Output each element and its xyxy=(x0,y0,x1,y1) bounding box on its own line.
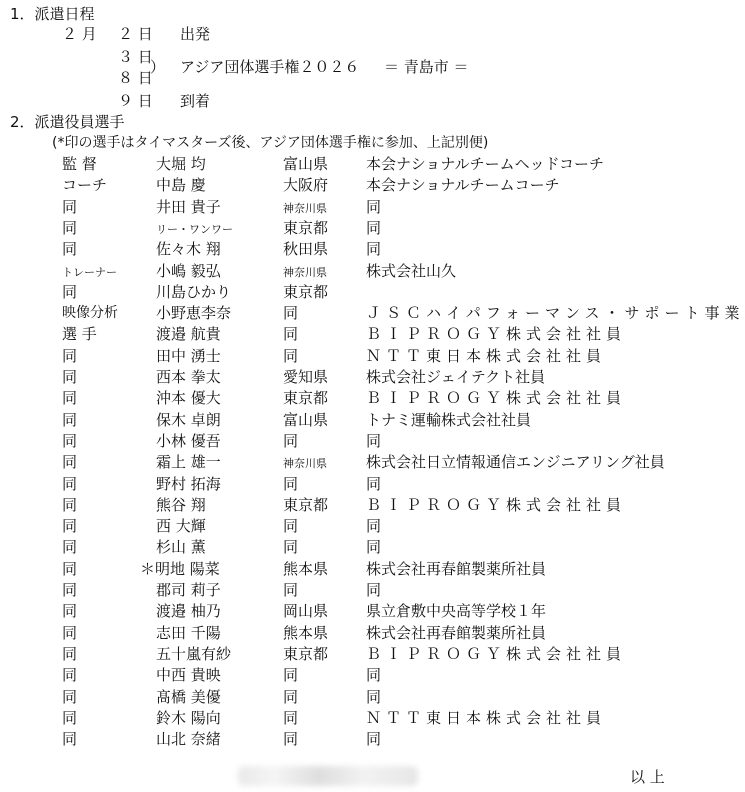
row-name: 小嶋 毅弘 xyxy=(156,262,221,280)
row-role: 同 xyxy=(62,453,78,471)
row-role: 同 xyxy=(62,666,78,684)
blurred-region xyxy=(238,766,418,786)
row-name: 井田 貴子 xyxy=(156,198,221,216)
row-role: 同 xyxy=(62,709,78,727)
row-name: 髙橋 美優 xyxy=(156,688,221,706)
row-name: 川島ひかり xyxy=(156,283,232,301)
row-role: 同 xyxy=(62,283,78,301)
row-prefecture: 東京都 xyxy=(283,389,329,407)
row-role: 同 xyxy=(62,496,78,514)
row-prefecture: 東京都 xyxy=(283,645,329,663)
row-role: 同 xyxy=(62,198,78,216)
row-name: 沖本 優大 xyxy=(156,389,221,407)
row-affiliation: トナミ運輸株式会社社員 xyxy=(366,411,532,429)
row-prefecture: 富山県 xyxy=(283,411,329,429)
row-role: トレーナー xyxy=(62,266,117,279)
row-affiliation: ＢＩＰＲＯＧＹ株式会社社員 xyxy=(366,496,627,514)
row-prefecture: 愛知県 xyxy=(283,368,329,386)
row-prefecture: 同 xyxy=(283,730,299,748)
row-affiliation: 株式会社再春館製薬所社員 xyxy=(366,560,547,578)
row-name: 志田 千陽 xyxy=(156,624,221,642)
row-prefecture: 同 xyxy=(283,432,299,450)
row-prefecture: 熊本県 xyxy=(283,624,329,642)
row-role: 同 xyxy=(62,389,78,407)
row-name: 大堀 均 xyxy=(156,155,206,173)
row-role: 同 xyxy=(62,347,78,365)
row-role: 同 xyxy=(62,240,78,258)
row-affiliation: 株式会社ジェイテクト社員 xyxy=(366,368,546,386)
row-prefecture: 同 xyxy=(283,538,299,556)
schedule-day-2: ２ 日 xyxy=(118,25,153,43)
row-prefecture: 秋田県 xyxy=(283,240,329,258)
section2-heading: 2．派遣役員選手 xyxy=(10,113,125,131)
schedule-city: ＝ 青島市 ＝ xyxy=(384,58,469,76)
row-affiliation: 同 xyxy=(366,538,382,556)
closing-text: 以 上 xyxy=(630,768,665,786)
row-prefecture: 神奈川県 xyxy=(283,457,327,470)
row-affiliation: ＢＩＰＲＯＧＹ株式会社社員 xyxy=(366,389,627,407)
row-name: 中島 慶 xyxy=(156,176,206,194)
row-role: 選 手 xyxy=(62,325,97,343)
row-affiliation: 県立倉敷中央高等学校１年 xyxy=(366,602,547,620)
row-name: 佐々木 翔 xyxy=(156,240,221,258)
row-role: 同 xyxy=(62,219,78,237)
row-role: 同 xyxy=(62,411,78,429)
row-affiliation: ＢＩＰＲＯＧＹ株式会社社員 xyxy=(366,325,627,343)
row-prefecture: 大阪府 xyxy=(283,176,329,194)
row-name: 渡邉 航貴 xyxy=(156,325,221,343)
row-prefecture: 同 xyxy=(283,325,299,343)
row-name: 山北 奈緒 xyxy=(156,730,221,748)
row-affiliation: 同 xyxy=(366,688,382,706)
row-prefecture: 東京都 xyxy=(283,496,329,514)
schedule-event: アジア団体選手権２０２６ xyxy=(180,58,360,76)
row-prefecture: 岡山県 xyxy=(283,602,329,620)
row-name: 小林 優吾 xyxy=(156,432,221,450)
schedule-month: ２ 月 xyxy=(62,25,97,43)
row-affiliation: 本会ナショナルチームヘッドコーチ xyxy=(366,155,605,173)
row-affiliation: 株式会社日立情報通信エンジニアリング社員 xyxy=(366,453,665,471)
schedule-departure: 出発 xyxy=(180,25,211,43)
row-role: 同 xyxy=(62,730,78,748)
row-affiliation: 同 xyxy=(366,240,382,258)
row-role: 同 xyxy=(62,624,78,642)
row-prefecture: 同 xyxy=(283,581,299,599)
row-role: 同 xyxy=(62,560,78,578)
row-affiliation: 株式会社再春館製薬所社員 xyxy=(366,624,547,642)
row-name: 中西 貴映 xyxy=(156,666,221,684)
row-role: 同 xyxy=(62,368,78,386)
row-role: 同 xyxy=(62,432,78,450)
row-prefecture: 富山県 xyxy=(283,155,329,173)
row-affiliation: 同 xyxy=(366,517,382,535)
row-prefecture: 同 xyxy=(283,517,299,535)
row-prefecture: 熊本県 xyxy=(283,560,329,578)
row-prefecture: 同 xyxy=(283,475,299,493)
row-role: 同 xyxy=(62,602,78,620)
row-role: 同 xyxy=(62,475,78,493)
row-prefecture: 同 xyxy=(283,688,299,706)
row-name: ＊明地 陽菜 xyxy=(140,560,220,578)
row-affiliation: ＮＴＴ東日本株式会社社員 xyxy=(366,709,607,727)
row-affiliation: 同 xyxy=(366,432,382,450)
row-prefecture: 同 xyxy=(283,666,299,684)
row-role: 映像分析 xyxy=(62,305,118,321)
row-affiliation: 同 xyxy=(366,581,382,599)
section1-heading: 1．派遣日程 xyxy=(10,5,95,23)
row-prefecture: 同 xyxy=(283,347,299,365)
row-affiliation: ＮＴＴ東日本株式会社社員 xyxy=(366,347,607,365)
row-name: 西本 拳太 xyxy=(156,368,221,386)
row-role: 同 xyxy=(62,581,78,599)
row-affiliation: 同 xyxy=(366,198,382,216)
row-affiliation: 同 xyxy=(366,219,382,237)
row-name: 西 大輝 xyxy=(156,517,206,535)
row-prefecture: 同 xyxy=(283,709,299,727)
row-role: 同 xyxy=(62,688,78,706)
row-prefecture: 神奈川県 xyxy=(283,202,327,215)
row-name: リー・ワンワー xyxy=(156,223,233,236)
schedule-day-3: ３ 日 xyxy=(118,48,153,66)
row-prefecture: 東京都 xyxy=(283,283,329,301)
section2-note: (*印の選手はタイマスターズ後、アジア団体選手権に参加、上記別便) xyxy=(52,135,489,151)
row-affiliation: 同 xyxy=(366,730,382,748)
row-affiliation: 同 xyxy=(366,666,382,684)
row-name: 保木 卓朗 xyxy=(156,411,221,429)
row-affiliation: ＢＩＰＲＯＧＹ株式会社社員 xyxy=(366,645,627,663)
row-name: 田中 湧士 xyxy=(156,347,221,365)
row-name: 鈴木 陽向 xyxy=(156,709,221,727)
row-role: 同 xyxy=(62,517,78,535)
row-role: コーチ xyxy=(62,176,108,194)
row-affiliation: 同 xyxy=(366,475,382,493)
schedule-arrival: 到着 xyxy=(180,92,211,110)
row-prefecture: 同 xyxy=(283,304,299,322)
row-name: 霜上 雄一 xyxy=(156,453,221,471)
row-role: 同 xyxy=(62,538,78,556)
row-prefecture: 東京都 xyxy=(283,219,329,237)
row-name: 熊谷 翔 xyxy=(156,496,206,514)
schedule-day-8: ８ 日 xyxy=(118,69,153,87)
row-role: 同 xyxy=(62,645,78,663)
schedule-day-9: ９ 日 xyxy=(118,92,153,110)
row-role: 監 督 xyxy=(62,155,97,173)
row-prefecture: 神奈川県 xyxy=(283,266,327,279)
row-name: 野村 拓海 xyxy=(156,475,221,493)
row-affiliation: ＪＳＣハイパフォーマンス・サポート事業 xyxy=(366,304,745,322)
row-affiliation: 株式会社山久 xyxy=(366,262,457,280)
row-name: 郡司 莉子 xyxy=(156,581,221,599)
row-name: 杉山 薫 xyxy=(156,538,206,556)
row-name: 五十嵐有紗 xyxy=(156,645,232,663)
schedule-paren: ） xyxy=(150,58,166,76)
row-name: 渡邉 柚乃 xyxy=(156,602,221,620)
row-name: 小野恵李奈 xyxy=(156,304,232,322)
row-affiliation: 本会ナショナルチームコーチ xyxy=(366,176,560,194)
